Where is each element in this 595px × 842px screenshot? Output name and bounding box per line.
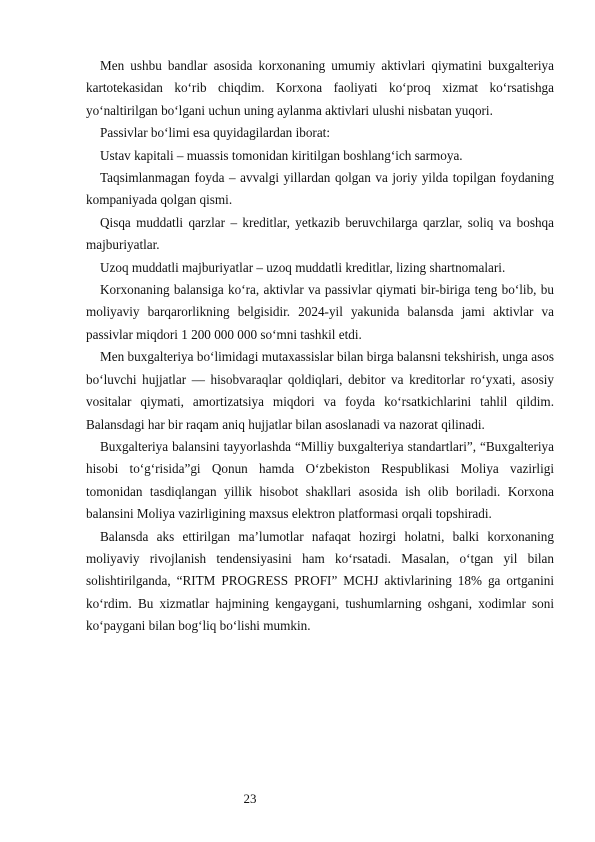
page-number: 23 [243,791,257,806]
paragraph: Balansda aks ettirilgan ma’lumotlar nafaqat hozirgi holatni, balki korxonaning moliyaviy rivojlanish tendensiyasini ham ko‘rsatadi. Masalan, o‘tgan yil bilan solishtirilganda, “RITM PROGRESS PROFI” MCHJ aktivlarining 18% ga ortganini ko‘rdim. Bu xizmatlar hajmining kengaygani, tushumlarning oshgani, xodimlar soni ko‘paygani bilan bog‘liq bo‘lishi mumkin. [86,528,554,634]
paragraph: Korxonaning balansiga ko‘ra, aktivlar va passivlar qiymati bir-biriga teng bo‘lib, bu moliyaviy barqarorlikning belgisidir. 2024-yil yakunida balansda jami aktivlar va passivlar miqdori 1 200 000 000 so‘mni tashkil etdi. [86,282,554,342]
paragraph: Taqsimlanmagan foyda – avvalgi yillardan qolgan va joriy yilda topilgan foydaning kompaniyada qolgan qismi. [86,170,554,208]
paragraph: Uzoq muddatli majburiyatlar – uzoq muddatli kreditlar, lizing shartnomalari. [100,259,506,275]
paragraph: Qisqa muddatli qarzlar – kreditlar, yetkazib beruvchilarga qarzlar, soliq va boshqa majburiyatlar. [86,214,554,253]
paragraph: Passivlar bo‘limi esa quyidagilardan iborat: [100,125,330,141]
paragraph: Buxgalteriya balansini tayyorlashda “Milliy buxgalteriya standartlari”, “Buxgalteriya hisobi to‘g‘risida”gi Qonun hamda O‘zbekiston Respublikasi Moliya vazirligi tomonidan tasdiqlangan yillik hisobot shakllari asosida ish olib boriladi. Korxona balansini Moliya vazirligining maxsus elektron platformasi orqali topshiradi. [86,438,554,522]
page-body [86,55,554,638]
paragraph: Ustav kapitali – muassis tomonidan kiritilgan boshlang‘ich sarmoya. [100,147,463,163]
paragraph: Men ushbu bandlar asosida korxonaning umumiy aktivlari qiymatini buxgalteriya kartotekasidan ko‘rib chiqdim. Korxona faoliyati ko‘proq xizmat ko‘rsatishga yo‘naltirilgan bo‘lgani uchun uning aylanma aktivlari ulushi nisbatan yuqori. [86,58,554,118]
paragraph: Men buxgalteriya bo‘limidagi mutaxassislar bilan birga balansni tekshirish, unga asos bo‘luvchi hujjatlar — hisobvaraqlar qoldiqlari, debitor va kreditorlar ro‘yxati, asosiy vositalar qiymati, amortizatsiya miqdori va foyda ko‘rsatkichlarini tahlil qildim. Balansdagi har bir raqam aniq hujjatlar bilan asoslanadi va nazorat qilinadi. [86,349,554,432]
